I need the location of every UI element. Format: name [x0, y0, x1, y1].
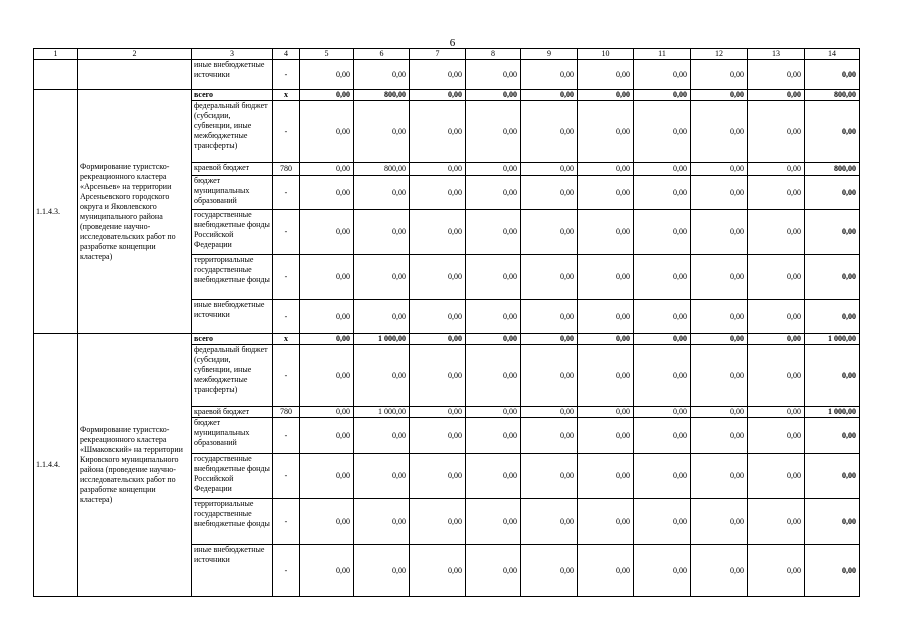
value-cell: 0,00	[300, 163, 354, 176]
value-cell: 0,00	[748, 163, 805, 176]
value-cell: 0,00	[578, 101, 634, 163]
value-cell: 0,00	[521, 90, 578, 101]
value-cell: 0,00	[466, 454, 521, 499]
value-cell: 0,00	[691, 499, 748, 545]
value-cell: 0,00	[354, 345, 410, 407]
value-cell: 0,00	[691, 345, 748, 407]
column-number: 3	[192, 49, 273, 60]
code-cell: -	[273, 454, 300, 499]
value-cell: 0,00	[805, 210, 860, 255]
source-cell: иные внебюджетные источники	[192, 545, 273, 597]
value-cell: 0,00	[748, 499, 805, 545]
value-cell: 0,00	[466, 210, 521, 255]
value-cell: 0,00	[521, 407, 578, 418]
value-cell: 0,00	[521, 163, 578, 176]
value-cell: 0,00	[410, 176, 466, 210]
value-cell: 0,00	[521, 300, 578, 334]
value-cell: 0,00	[748, 545, 805, 597]
source-cell: иные внебюджетные источники	[192, 60, 273, 90]
value-cell: 0,00	[748, 454, 805, 499]
value-cell: 0,00	[578, 163, 634, 176]
column-number: 6	[354, 49, 410, 60]
value-cell: 0,00	[578, 454, 634, 499]
value-cell: 0,00	[521, 334, 578, 345]
value-cell: 0,00	[410, 499, 466, 545]
value-cell: 0,00	[805, 176, 860, 210]
source-cell: бюджет муниципальных образований	[192, 176, 273, 210]
value-cell: 0,00	[300, 545, 354, 597]
code-cell: -	[273, 210, 300, 255]
value-cell: 0,00	[410, 255, 466, 300]
source-cell: всего	[192, 334, 273, 345]
value-cell: 0,00	[521, 210, 578, 255]
value-cell: 0,00	[748, 176, 805, 210]
value-cell: 0,00	[521, 454, 578, 499]
value-cell: 0,00	[354, 210, 410, 255]
value-cell: 0,00	[354, 499, 410, 545]
value-cell: 0,00	[634, 334, 691, 345]
value-cell: 0,00	[691, 418, 748, 454]
value-cell: 0,00	[410, 545, 466, 597]
value-cell: 0,00	[578, 300, 634, 334]
value-cell: 0,00	[748, 300, 805, 334]
value-cell: 0,00	[300, 255, 354, 300]
value-cell: 0,00	[634, 545, 691, 597]
value-cell: 0,00	[691, 334, 748, 345]
table-row	[34, 334, 860, 345]
code-cell: 780	[273, 407, 300, 418]
value-cell: 0,00	[805, 545, 860, 597]
value-cell: 0,00	[691, 407, 748, 418]
page-number: 6	[449, 37, 456, 49]
value-cell: 0,00	[521, 545, 578, 597]
code-cell-empty	[34, 60, 78, 90]
code-cell: 780	[273, 163, 300, 176]
value-cell: 0,00	[578, 345, 634, 407]
column-number: 5	[300, 49, 354, 60]
code-cell: -	[273, 545, 300, 597]
value-cell: 0,00	[691, 163, 748, 176]
value-cell: 0,00	[466, 407, 521, 418]
column-number: 2	[78, 49, 192, 60]
value-cell: 0,00	[805, 300, 860, 334]
value-cell: 0,00	[748, 407, 805, 418]
value-cell: 0,00	[805, 60, 860, 90]
value-cell: 0,00	[634, 454, 691, 499]
value-cell: 0,00	[634, 407, 691, 418]
value-cell: 0,00	[300, 210, 354, 255]
column-number-row	[34, 49, 860, 60]
activity-title: Формирование туристско-рекреационного кластера «Арсеньев» на территории Арсеньевского городского округа и Яковлевского муниципального района (проведение научно-исследовательских работ по разработке концепции кластера)	[78, 90, 192, 334]
value-cell: 0,00	[466, 101, 521, 163]
value-cell: 0,00	[466, 176, 521, 210]
code-cell: -	[273, 176, 300, 210]
column-number: 7	[410, 49, 466, 60]
value-cell: 0,00	[466, 545, 521, 597]
value-cell: 1 000,00	[805, 334, 860, 345]
value-cell: 0,00	[466, 345, 521, 407]
code-cell: -	[273, 60, 300, 90]
code-cell: х	[273, 334, 300, 345]
value-cell: 800,00	[354, 163, 410, 176]
value-cell: 0,00	[691, 255, 748, 300]
value-cell: 0,00	[410, 101, 466, 163]
value-cell: 0,00	[410, 345, 466, 407]
budget-table	[33, 48, 860, 597]
value-cell: 0,00	[354, 300, 410, 334]
column-number: 13	[748, 49, 805, 60]
value-cell: 0,00	[691, 210, 748, 255]
value-cell: 0,00	[691, 101, 748, 163]
source-cell: краевой бюджет	[192, 407, 273, 418]
value-cell: 0,00	[521, 176, 578, 210]
value-cell: 0,00	[805, 255, 860, 300]
value-cell: 0,00	[300, 300, 354, 334]
value-cell: 0,00	[805, 345, 860, 407]
value-cell: 0,00	[634, 499, 691, 545]
value-cell: 0,00	[748, 418, 805, 454]
value-cell: 0,00	[466, 255, 521, 300]
value-cell: 0,00	[466, 334, 521, 345]
value-cell: 0,00	[578, 255, 634, 300]
code-cell: х	[273, 90, 300, 101]
value-cell: 800,00	[805, 90, 860, 101]
code-cell: -	[273, 255, 300, 300]
value-cell: 0,00	[300, 499, 354, 545]
code-cell: -	[273, 101, 300, 163]
value-cell: 0,00	[634, 418, 691, 454]
value-cell: 0,00	[578, 176, 634, 210]
value-cell: 0,00	[578, 60, 634, 90]
value-cell: 0,00	[634, 345, 691, 407]
table-row	[34, 60, 860, 90]
value-cell: 0,00	[521, 345, 578, 407]
value-cell: 800,00	[354, 90, 410, 101]
column-number: 1	[34, 49, 78, 60]
value-cell: 0,00	[300, 334, 354, 345]
activity-code: 1.1.4.3.	[34, 90, 78, 334]
value-cell: 0,00	[300, 176, 354, 210]
value-cell: 800,00	[805, 163, 860, 176]
value-cell: 0,00	[354, 545, 410, 597]
source-cell: федеральный бюджет (субсидии, субвенции, иные межбюджетные трансферты)	[192, 345, 273, 407]
source-cell: государственные внебюджетные фонды Российской Федерации	[192, 210, 273, 255]
value-cell: 0,00	[410, 163, 466, 176]
value-cell: 0,00	[634, 255, 691, 300]
table-row	[34, 90, 860, 101]
value-cell: 0,00	[691, 545, 748, 597]
value-cell: 0,00	[578, 334, 634, 345]
value-cell: 0,00	[300, 60, 354, 90]
source-cell: бюджет муниципальных образований	[192, 418, 273, 454]
value-cell: 0,00	[410, 300, 466, 334]
value-cell: 0,00	[634, 176, 691, 210]
value-cell: 0,00	[578, 418, 634, 454]
value-cell: 0,00	[521, 101, 578, 163]
value-cell: 0,00	[748, 334, 805, 345]
value-cell: 0,00	[354, 176, 410, 210]
value-cell: 0,00	[691, 454, 748, 499]
source-cell: территориальные государственные внебюджетные фонды	[192, 499, 273, 545]
value-cell: 0,00	[354, 418, 410, 454]
code-cell: -	[273, 418, 300, 454]
value-cell: 0,00	[300, 407, 354, 418]
value-cell: 0,00	[748, 210, 805, 255]
value-cell: 0,00	[354, 255, 410, 300]
value-cell: 0,00	[300, 90, 354, 101]
value-cell: 1 000,00	[805, 407, 860, 418]
column-number: 9	[521, 49, 578, 60]
value-cell: 0,00	[805, 499, 860, 545]
value-cell: 0,00	[466, 90, 521, 101]
column-number: 14	[805, 49, 860, 60]
value-cell: 0,00	[634, 60, 691, 90]
value-cell: 1 000,00	[354, 334, 410, 345]
value-cell: 0,00	[634, 90, 691, 101]
value-cell: 0,00	[691, 90, 748, 101]
value-cell: 0,00	[300, 454, 354, 499]
value-cell: 0,00	[466, 163, 521, 176]
source-cell: федеральный бюджет (субсидии, субвенции, иные межбюджетные трансферты)	[192, 101, 273, 163]
value-cell: 0,00	[748, 101, 805, 163]
value-cell: 0,00	[521, 60, 578, 90]
code-cell: -	[273, 345, 300, 407]
value-cell: 0,00	[466, 60, 521, 90]
column-number: 10	[578, 49, 634, 60]
value-cell: 0,00	[354, 101, 410, 163]
value-cell: 0,00	[410, 60, 466, 90]
value-cell: 0,00	[354, 60, 410, 90]
value-cell: 0,00	[805, 101, 860, 163]
value-cell: 0,00	[691, 60, 748, 90]
value-cell: 0,00	[578, 499, 634, 545]
value-cell: 0,00	[578, 210, 634, 255]
value-cell: 0,00	[691, 176, 748, 210]
value-cell: 0,00	[354, 454, 410, 499]
column-number: 11	[634, 49, 691, 60]
value-cell: 0,00	[578, 90, 634, 101]
value-cell: 0,00	[466, 300, 521, 334]
value-cell: 0,00	[466, 499, 521, 545]
value-cell: 0,00	[634, 163, 691, 176]
value-cell: 0,00	[748, 255, 805, 300]
column-number: 8	[466, 49, 521, 60]
source-cell: территориальные государственные внебюджетные фонды	[192, 255, 273, 300]
title-cell-empty	[78, 60, 192, 90]
value-cell: 0,00	[410, 407, 466, 418]
value-cell: 0,00	[634, 300, 691, 334]
value-cell: 0,00	[410, 334, 466, 345]
source-cell: государственные внебюджетные фонды Российской Федерации	[192, 454, 273, 499]
column-number: 4	[273, 49, 300, 60]
value-cell: 0,00	[521, 255, 578, 300]
value-cell: 0,00	[300, 345, 354, 407]
value-cell: 0,00	[410, 210, 466, 255]
value-cell: 0,00	[578, 545, 634, 597]
code-cell: -	[273, 300, 300, 334]
activity-code: 1.1.4.4.	[34, 334, 78, 597]
value-cell: 0,00	[410, 454, 466, 499]
column-number: 12	[691, 49, 748, 60]
value-cell: 0,00	[410, 90, 466, 101]
code-cell: -	[273, 499, 300, 545]
activity-title: Формирование туристско-рекреационного кластера «Шмаковский» на территории Кировского муниципального района (проведение научно-исследовательских работ по разработке концепции кластера)	[78, 334, 192, 597]
value-cell: 0,00	[300, 418, 354, 454]
value-cell: 0,00	[521, 418, 578, 454]
value-cell: 1 000,00	[354, 407, 410, 418]
value-cell: 0,00	[634, 101, 691, 163]
value-cell: 0,00	[521, 499, 578, 545]
value-cell: 0,00	[748, 345, 805, 407]
value-cell: 0,00	[634, 210, 691, 255]
value-cell: 0,00	[805, 454, 860, 499]
source-cell: иные внебюджетные источники	[192, 300, 273, 334]
value-cell: 0,00	[691, 300, 748, 334]
value-cell: 0,00	[805, 418, 860, 454]
value-cell: 0,00	[466, 418, 521, 454]
source-cell: краевой бюджет	[192, 163, 273, 176]
value-cell: 0,00	[748, 90, 805, 101]
value-cell: 0,00	[300, 101, 354, 163]
value-cell: 0,00	[748, 60, 805, 90]
value-cell: 0,00	[410, 418, 466, 454]
source-cell: всего	[192, 90, 273, 101]
value-cell: 0,00	[578, 407, 634, 418]
